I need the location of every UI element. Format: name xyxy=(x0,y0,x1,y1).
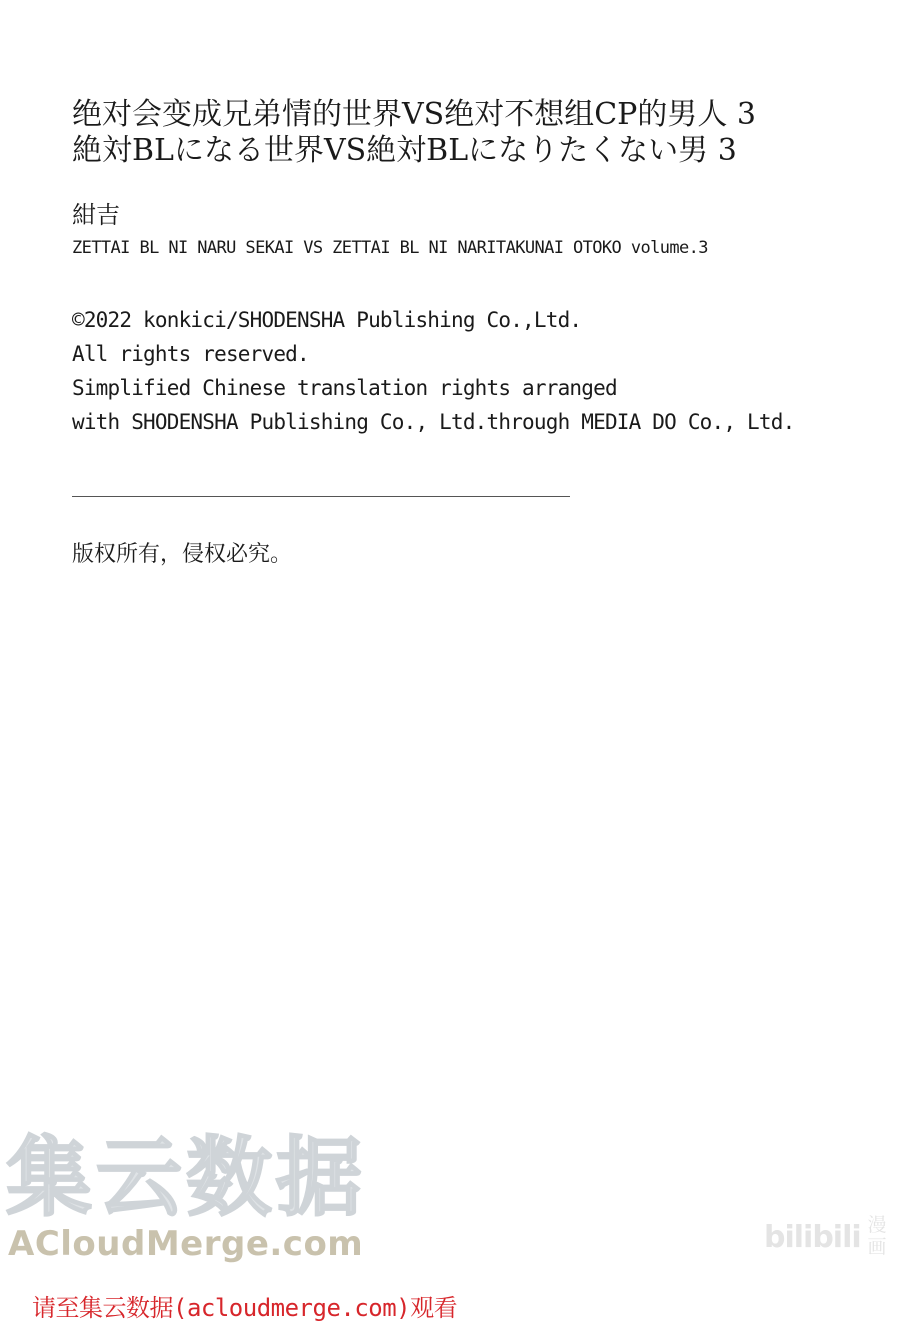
manga-char: 画 xyxy=(867,1236,887,1258)
original-romanized-title: ZETTAI BL NI NARU SEKAI VS ZETTAI BL NI NARITAKUNAI OTOKO volume.3 xyxy=(72,238,708,258)
watermark-latin-text: ACloudMerge.com xyxy=(8,1224,364,1264)
manga-logo-text xyxy=(866,1214,888,1258)
copyright-line: Simplified Chinese translation rights arranged xyxy=(72,376,617,400)
watermark-cjk-text: 集云数据 xyxy=(6,1128,366,1228)
copyright-line: with SHODENSHA Publishing Co., Ltd.through MEDIA DO Co., Ltd. xyxy=(72,410,795,434)
copyright-block xyxy=(72,303,794,439)
manga-char: 漫 xyxy=(867,1214,887,1236)
japanese-title: 絶対BLになる世界VS絶対BLになりたくない男 3 xyxy=(72,133,737,168)
watermark-logo xyxy=(6,1128,386,1268)
rights-notice: 版权所有，侵权必究。 xyxy=(72,542,293,567)
bilibili-logo-text: bilibili xyxy=(764,1220,861,1255)
bottom-source-notice: 请至集云数据(acloudmerge.com)观看 xyxy=(32,1294,458,1322)
author-name: 紺吉 xyxy=(72,201,120,229)
title-block xyxy=(72,97,872,169)
chinese-title: 绝对会变成兄弟情的世界VS绝对不想组CP的男人 3 xyxy=(72,97,756,132)
bilibili-manga-logo xyxy=(764,1214,890,1264)
copyright-line: ©2022 konkici/SHODENSHA Publishing Co.,Ltd. xyxy=(72,308,582,332)
divider-line xyxy=(72,496,570,497)
copyright-line: All rights reserved. xyxy=(72,342,309,366)
